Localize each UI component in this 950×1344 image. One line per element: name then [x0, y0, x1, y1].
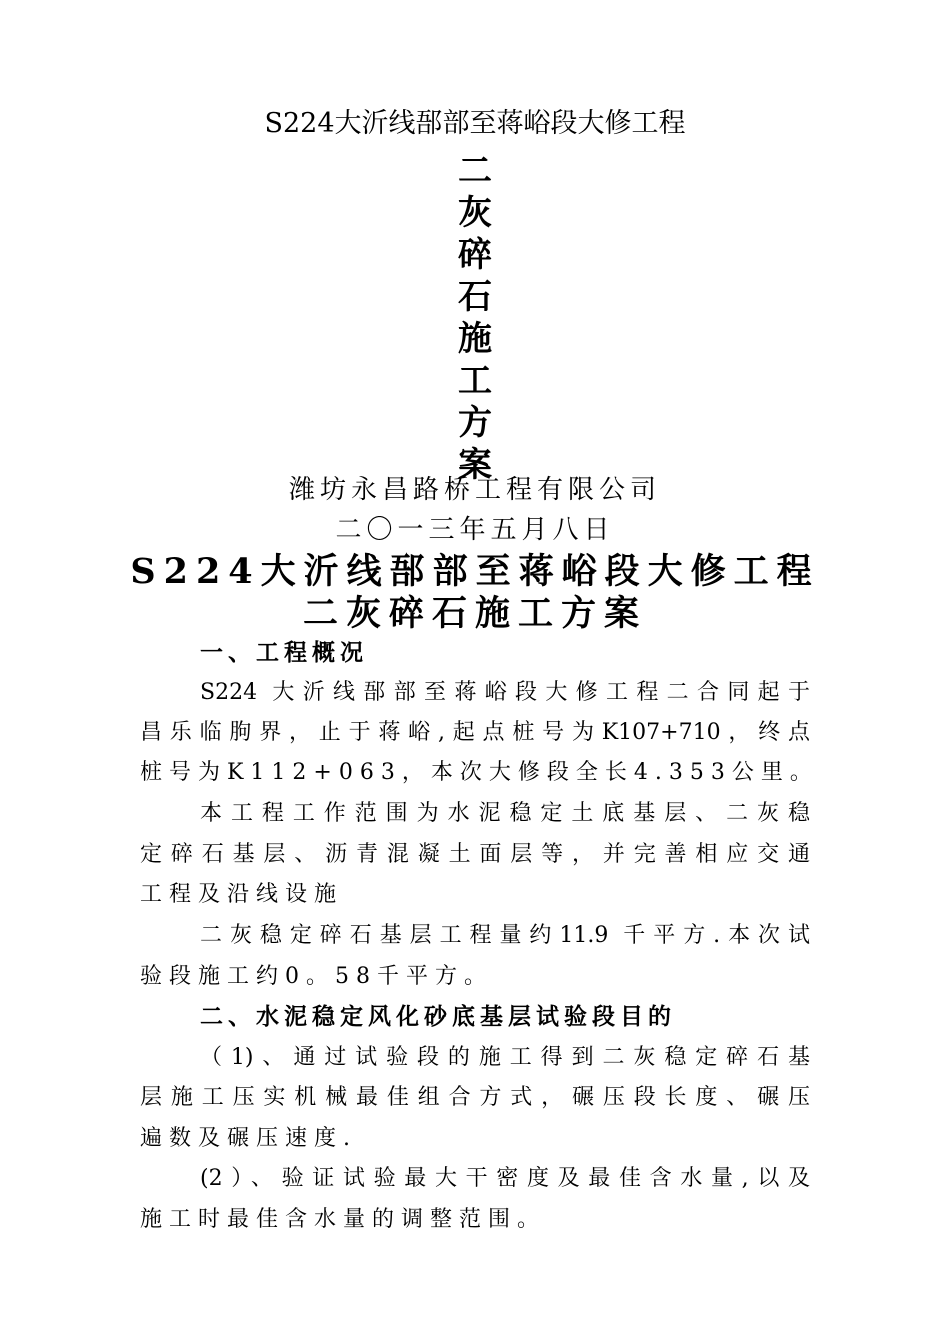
section-heading-overview: 一、工程概况 [200, 639, 368, 666]
paragraph-line: (2）、验证试验最大干密度及最佳含水量,以及 [200, 1166, 810, 1191]
paragraph-line: （1)、通过试验段的施工得到二灰稳定碎石基 [200, 1045, 810, 1070]
cover-vertical-title [448, 150, 502, 486]
cover-subtitle: S224大沂线郚部至蒋峪段大修工程 [264, 108, 686, 139]
paragraph-line: 本工程工作范围为水泥稳定土底基层、二灰稳 [200, 801, 810, 826]
paragraph-line: 工程及沿线设施 [140, 882, 344, 907]
vertical-title-char: 工 [458, 361, 492, 401]
paragraph-line: 二灰稳定碎石基层工程量约11.9 千平方.本次试 [200, 923, 810, 948]
vertical-title-char: 二 [458, 151, 492, 191]
vertical-title-char: 碎 [458, 235, 492, 275]
vertical-title-char: 石 [458, 277, 492, 317]
paragraph-line: 遍数及碾压速度. [140, 1126, 357, 1151]
vertical-title-char: 灰 [458, 193, 492, 233]
paragraph-line: 层施工压实机械最佳组合方式，碾压段长度、碾压 [140, 1085, 810, 1110]
paragraph-line: 昌乐临朐界，止于蒋峪,起点桩号为K107+710，终点 [140, 720, 810, 745]
document-date: 二〇一三年五月八日 [335, 515, 615, 545]
paragraph-line: S224 大沂线郚部至蒋峪段大修工程二合同起于 [200, 680, 810, 705]
vertical-title-char: 案 [458, 445, 492, 485]
main-title-line-1: S224大沂线郚部至蒋峪段大修工程 [130, 551, 820, 592]
vertical-title-char: 施 [458, 319, 492, 359]
paragraph-line: 桩号为K112+063，本次大修段全长4.353公里。 [140, 760, 819, 785]
section-heading-objectives: 二、水泥稳定风化砂底基层试验段目的 [200, 1003, 676, 1030]
paragraph-line: 施工时最佳含水量的调整范围。 [140, 1207, 547, 1232]
paragraph-line: 定碎石基层、沥青混凝土面层等，并完善相应交通 [140, 842, 810, 867]
paragraph-line: 验段施工约0。58千平方。 [140, 964, 493, 989]
company-name: 潍坊永昌路桥工程有限公司 [288, 475, 661, 505]
vertical-title-char: 方 [458, 403, 492, 443]
main-title-line-2: 二灰碎石施工方案 [302, 593, 647, 634]
